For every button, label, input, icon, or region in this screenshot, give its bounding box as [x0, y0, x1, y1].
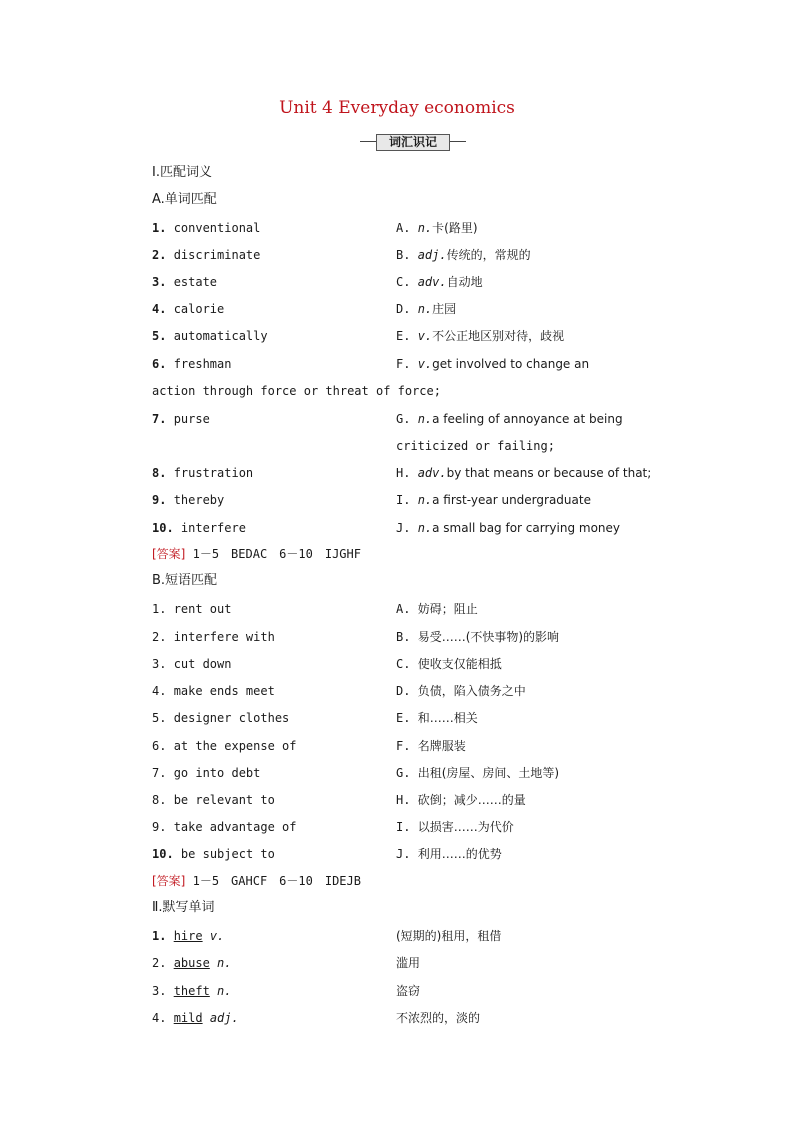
item-phrase: at the expense of [173, 739, 297, 753]
part-of-speech: n. [417, 221, 433, 235]
item-phrase: make ends meet [173, 684, 275, 698]
item-word: frustration [173, 466, 254, 480]
option-letter: I. [396, 493, 411, 507]
item-number: 2. [152, 248, 167, 262]
meaning-text: 妨碍；阻止 [417, 602, 478, 616]
item-word: purse [173, 412, 210, 426]
definition-item [396, 520, 620, 536]
meaning-item [396, 601, 478, 617]
partA-answer [152, 546, 361, 562]
option-letter: B. [396, 630, 411, 644]
item-number: 7. [152, 766, 167, 780]
word-item [152, 411, 210, 427]
phrase-item [152, 601, 231, 617]
definition-item [396, 411, 623, 427]
item-number: 8. [152, 466, 167, 480]
partB-answer [152, 873, 361, 889]
item-phrase: take advantage of [173, 820, 297, 834]
definition-item [396, 247, 531, 263]
item-number: 2. [152, 956, 167, 970]
word-item [152, 274, 217, 290]
item-word: automatically [173, 329, 268, 343]
part-of-speech: v. [417, 329, 433, 343]
spelling-item [152, 955, 232, 971]
meaning-item [396, 656, 502, 672]
item-number: 4. [152, 684, 167, 698]
item-number: 1. [152, 221, 167, 235]
part-of-speech: n. [217, 956, 232, 970]
phrase-item [152, 656, 231, 672]
section1-heading: Ⅰ.匹配词义 [152, 165, 212, 180]
definition-item [396, 274, 483, 290]
banner-rule-right [448, 141, 466, 142]
definition-item [396, 220, 478, 236]
option-letter: I. [396, 820, 411, 834]
item-number: 3. [152, 657, 167, 671]
option-letter: G. [396, 412, 411, 426]
meaning-text: 和……相关 [417, 711, 478, 725]
option-letter: E. [396, 711, 411, 725]
definition-item [396, 492, 591, 508]
item-number: 7. [152, 412, 167, 426]
meaning-text: 负债，陷入债务之中 [417, 684, 526, 698]
section2-heading: Ⅱ.默写单词 [152, 900, 215, 915]
word-item [152, 492, 224, 508]
item-number: 9. [152, 493, 167, 507]
item-number: 1. [152, 602, 167, 616]
part-of-speech: adv. [417, 275, 447, 289]
phrase-item [152, 710, 289, 726]
phrase-item [152, 846, 275, 862]
f-continuation: action through force or threat of force; [152, 384, 441, 398]
item-phrase: be relevant to [173, 793, 275, 807]
answer-text: 1－5 GAHCF 6－10 IDEJB [192, 874, 361, 888]
definition-text: 庄园 [432, 302, 457, 316]
word-item [152, 220, 260, 236]
item-number: 1. [152, 929, 167, 943]
definition-text: get involved to change an [432, 357, 590, 371]
definition-text: 不公正地区别对待，歧视 [432, 329, 565, 343]
chinese-meaning: 不浓烈的，淡的 [396, 1011, 481, 1025]
item-number: 5. [152, 329, 167, 343]
partB-heading: B.短语匹配 [152, 573, 218, 588]
phrase-item [152, 629, 275, 645]
definition-text: a feeling of annoyance at being [432, 412, 623, 426]
option-letter: A. [396, 221, 411, 235]
answer-text: 1－5 BEDAC 6－10 IJGHF [192, 547, 361, 561]
chinese-meaning: 滥用 [396, 956, 421, 970]
part-of-speech: n. [417, 493, 433, 507]
item-word: thereby [173, 493, 225, 507]
page-title: Unit 4 Everyday economics [279, 98, 515, 118]
meaning-text: 砍倒；减少……的量 [417, 793, 526, 807]
option-letter: F. [396, 357, 411, 371]
item-number: 6. [152, 357, 167, 371]
item-phrase: be subject to [180, 847, 275, 861]
meaning-text: 出租(房屋、房间、土地等) [417, 766, 560, 780]
meaning-text: 易受……(不快事物)的影响 [417, 630, 560, 644]
part-of-speech: n. [417, 412, 433, 426]
meaning-item [396, 846, 502, 862]
definition-text: a first-year undergraduate [432, 493, 591, 507]
item-word: interfere [180, 521, 246, 535]
item-word: conventional [173, 221, 261, 235]
phrase-item [152, 819, 297, 835]
option-letter: C. [396, 275, 411, 289]
answer-tag: [答案] [152, 874, 186, 888]
meaning-item [396, 765, 559, 781]
word-item [152, 465, 253, 481]
meaning-item [396, 710, 478, 726]
item-phrase: go into debt [173, 766, 261, 780]
item-word: calorie [173, 302, 225, 316]
word-item [152, 520, 246, 536]
definition-text: 卡(路里) [432, 221, 478, 235]
meaning-text: 以损害……为代价 [417, 820, 514, 834]
item-number: 10. [152, 521, 174, 535]
item-number: 4. [152, 1011, 167, 1025]
option-letter: G. [396, 766, 411, 780]
meaning-item [396, 738, 466, 754]
definition-item [396, 301, 456, 317]
word-item [152, 247, 260, 263]
definition-text: a small bag for carrying money [432, 521, 621, 535]
phrase-item [152, 738, 297, 754]
part-of-speech: adj. [209, 1011, 239, 1025]
item-number: 5. [152, 711, 167, 725]
section-banner [360, 134, 466, 150]
option-letter: J. [396, 847, 411, 861]
option-letter: D. [396, 302, 411, 316]
meaning-text: 使收支仅能相抵 [417, 657, 502, 671]
definition-item [396, 356, 589, 372]
meaning-item [396, 683, 526, 699]
answer-word: mild [173, 1011, 203, 1025]
item-number: 4. [152, 302, 167, 316]
definition-text: 传统的，常规的 [446, 248, 531, 262]
banner-label: 词汇识记 [376, 134, 450, 151]
item-number: 6. [152, 739, 167, 753]
item-number: 3. [152, 275, 167, 289]
spelling-item [152, 1010, 239, 1026]
option-letter: H. [396, 466, 411, 480]
partA-heading: A.单词匹配 [152, 192, 217, 207]
part-of-speech: v. [417, 357, 433, 371]
item-phrase: interfere with [173, 630, 275, 644]
word-item [152, 301, 224, 317]
g-continuation: criticized or failing; [396, 439, 555, 453]
item-word: estate [173, 275, 218, 289]
word-item [152, 356, 231, 372]
meaning-text: 利用……的优势 [417, 847, 502, 861]
item-number: 3. [152, 984, 167, 998]
part-of-speech: n. [417, 521, 433, 535]
item-number: 9. [152, 820, 167, 834]
item-word: discriminate [173, 248, 261, 262]
item-phrase: cut down [173, 657, 232, 671]
spelling-item [152, 983, 232, 999]
option-letter: D. [396, 684, 411, 698]
phrase-item [152, 765, 260, 781]
meaning-text: 名牌服装 [417, 739, 466, 753]
item-phrase: rent out [173, 602, 232, 616]
part-of-speech: adj. [417, 248, 447, 262]
answer-tag: [答案] [152, 547, 186, 561]
item-number: 8. [152, 793, 167, 807]
option-letter: F. [396, 739, 411, 753]
definition-text: 自动地 [446, 275, 483, 289]
option-letter: B. [396, 248, 411, 262]
item-word: freshman [173, 357, 232, 371]
meaning-item [396, 819, 514, 835]
part-of-speech: v. [209, 929, 225, 943]
word-item [152, 328, 268, 344]
definition-item [396, 465, 651, 481]
part-of-speech: n. [217, 984, 232, 998]
item-number: 2. [152, 630, 167, 644]
spelling-item [152, 928, 224, 944]
item-phrase: designer clothes [173, 711, 290, 725]
meaning-item [396, 792, 526, 808]
option-letter: J. [396, 521, 411, 535]
answer-word: hire [173, 929, 203, 943]
option-letter: A. [396, 602, 411, 616]
phrase-item [152, 683, 275, 699]
option-letter: E. [396, 329, 411, 343]
part-of-speech: adv. [417, 466, 447, 480]
answer-word: abuse [173, 956, 210, 970]
option-letter: H. [396, 793, 411, 807]
option-letter: C. [396, 657, 411, 671]
part-of-speech: n. [417, 302, 433, 316]
definition-item [396, 328, 564, 344]
phrase-item [152, 792, 275, 808]
definition-text: by that means or because of that; [446, 466, 652, 480]
chinese-meaning: (短期的)租用，租借 [396, 929, 502, 943]
answer-word: theft [173, 984, 210, 998]
chinese-meaning: 盗窃 [396, 984, 421, 998]
item-number: 10. [152, 847, 174, 861]
meaning-item [396, 629, 559, 645]
